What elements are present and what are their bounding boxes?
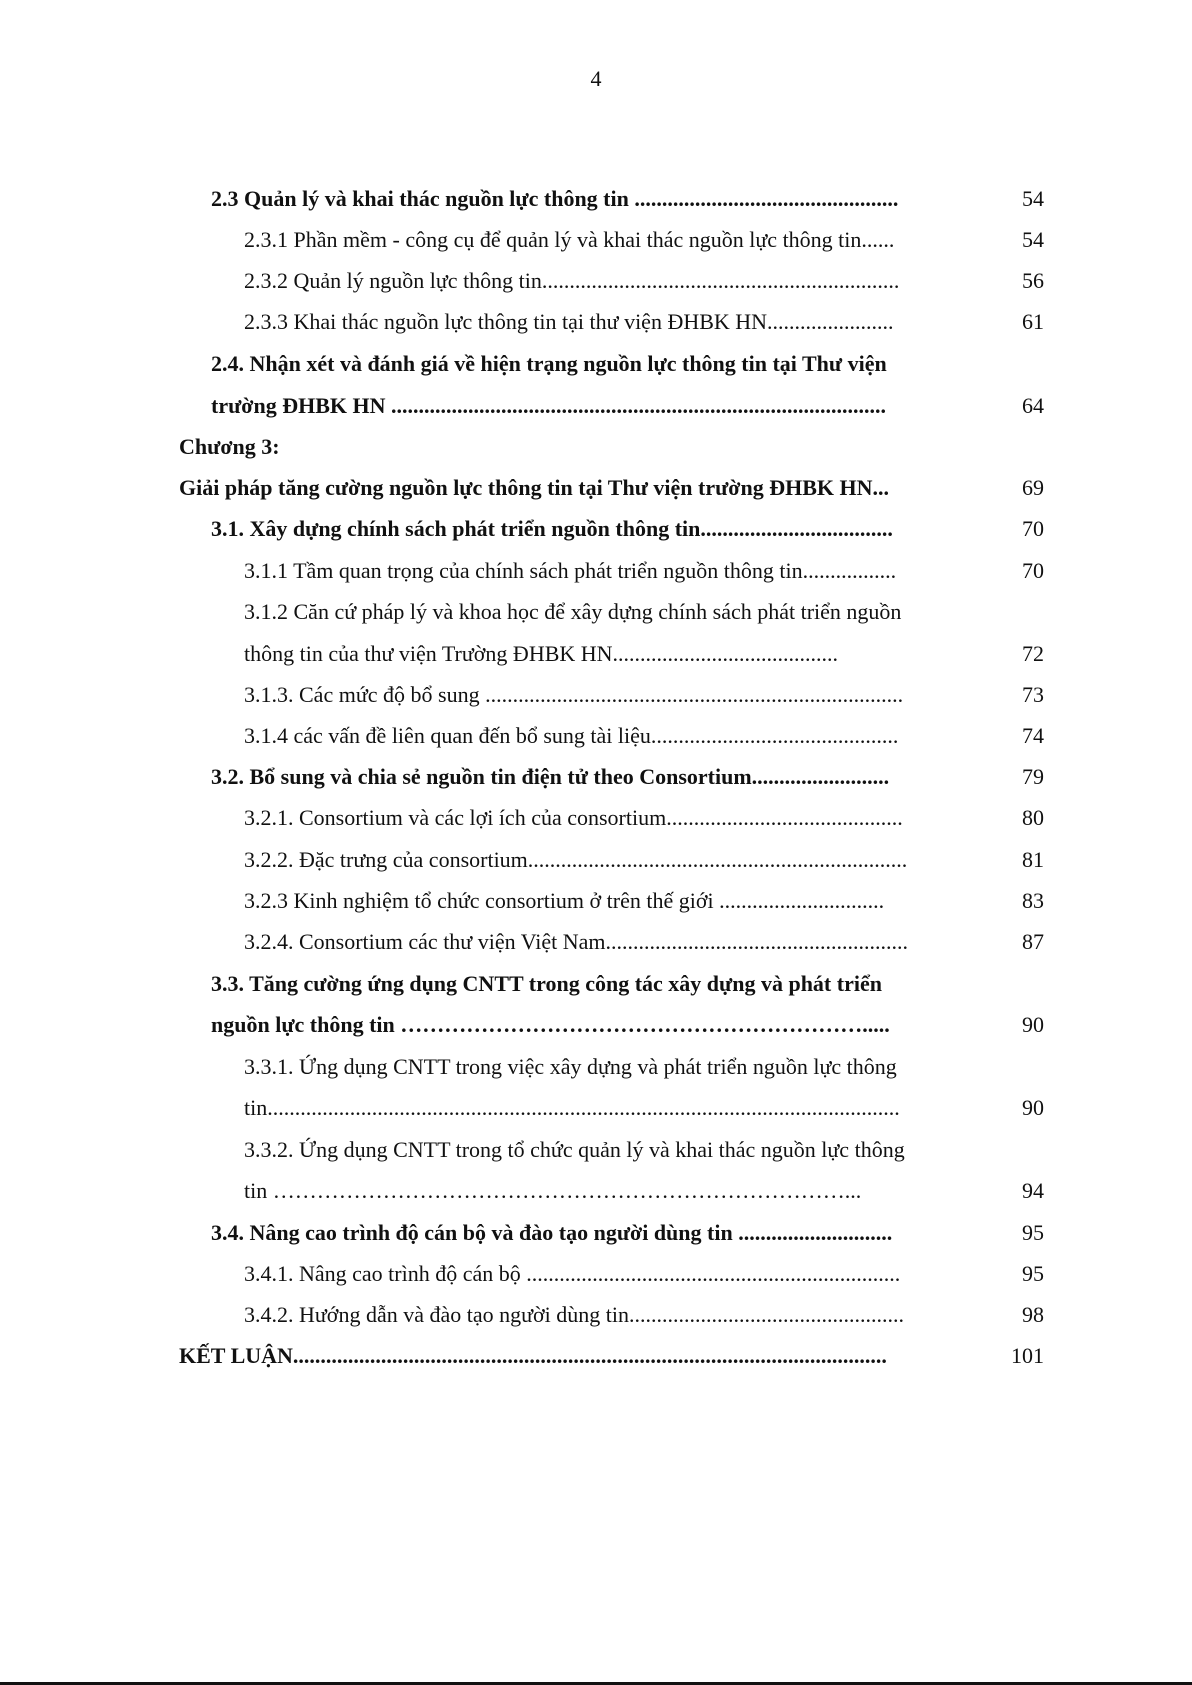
- toc-entry: [244, 1050, 956, 1084]
- toc-entry-page: 98: [1022, 1302, 1044, 1327]
- toc-entry-page: 90: [1022, 1095, 1044, 1120]
- toc-entry: [244, 637, 956, 671]
- toc-entry: [179, 471, 954, 505]
- toc-entry-page: 74: [1022, 723, 1044, 748]
- toc-entry-title: 2.3 Quản lý và khai thác nguồn lực thông tin ................................................: [211, 186, 899, 211]
- toc-entry-title: 3.3. Tăng cường ứng dụng CNTT trong công tác xây dựng và phát triển: [211, 971, 882, 996]
- toc-entry-page: 79: [1022, 764, 1044, 789]
- toc-entry-title: 3.2.4. Consortium các thư viện Việt Nam.......................................................: [244, 929, 909, 954]
- toc-entry-title: Giải pháp tăng cường nguồn lực thông tin tại Thư viện trường ĐHBK HN...: [179, 475, 890, 500]
- toc-entry-title: 3.3.1. Ứng dụng CNTT trong việc xây dựng và phát triển nguồn lực thông: [244, 1054, 897, 1079]
- toc-entry-title: 3.1. Xây dựng chính sách phát triển nguồn thông tin...................................: [211, 516, 893, 541]
- toc-entry-title: 3.1.2 Căn cứ pháp lý và khoa học để xây dựng chính sách phát triển nguồn: [244, 599, 902, 624]
- toc-entry: [211, 760, 955, 794]
- toc-entry: [244, 801, 956, 835]
- toc-entry-title: 3.1.4 các vấn đề liên quan đến bổ sung tài liệu.............................................: [244, 723, 899, 748]
- toc-entry-title: 3.4.2. Hướng dẫn và đào tạo người dùng tin..................................................: [244, 1302, 905, 1327]
- toc-entry: [179, 1339, 954, 1373]
- toc-entry-page: 64: [1022, 393, 1044, 418]
- toc-entry-page: 81: [1022, 847, 1044, 872]
- toc-entry: [244, 884, 956, 918]
- toc-entry: [244, 595, 956, 629]
- toc-entry-title: trường ĐHBK HN ..........................................................................................: [211, 393, 886, 418]
- toc-entry-page: 56: [1022, 268, 1044, 293]
- toc-entry: [211, 967, 955, 1001]
- toc-entry: [244, 305, 956, 339]
- toc-entry: [244, 1174, 956, 1208]
- toc-entry-page: 70: [1022, 516, 1044, 541]
- toc-entry: [244, 719, 956, 753]
- toc-entry-title: 3.1.3. Các mức độ bổ sung ............................................................................: [244, 682, 904, 707]
- toc-entry-title: 3.2.1. Consortium và các lợi ích của consortium...........................................: [244, 805, 903, 830]
- toc-entry-title: 2.3.1 Phần mềm - công cụ để quản lý và khai thác nguồn lực thông tin......: [244, 227, 895, 252]
- toc-entry-page: 69: [1022, 475, 1044, 500]
- toc-entry-title: 2.3.2 Quản lý nguồn lực thông tin.................................................................: [244, 268, 900, 293]
- toc-entry-title: 3.1.1 Tầm quan trọng của chính sách phát triển nguồn thông tin.................: [244, 558, 897, 583]
- toc-entry-title: nguồn lực thông tin ……………………………………………………….....: [211, 1012, 890, 1037]
- toc-entry: [179, 430, 954, 464]
- toc-entry: [244, 1091, 956, 1125]
- toc-entry-page: 73: [1022, 682, 1044, 707]
- toc-entry-title: tin ……………………………………………………………………...: [244, 1178, 862, 1203]
- toc-entry-title: 3.2.2. Đặc trưng của consortium.....................................................................: [244, 847, 908, 872]
- toc-entry-page: 80: [1022, 805, 1044, 830]
- toc-entry: [244, 678, 956, 712]
- toc-entry-title: tin...................................................................................................................: [244, 1095, 900, 1120]
- toc-entry-title: thông tin của thư viện Trường ĐHBK HN.........................................: [244, 641, 839, 666]
- toc-entry-title: 2.3.3 Khai thác nguồn lực thông tin tại thư viện ĐHBK HN.......................: [244, 309, 894, 334]
- toc-entry: [211, 1216, 955, 1250]
- toc-entry-page: 95: [1022, 1220, 1044, 1245]
- toc-entry: [211, 182, 955, 216]
- toc-entry-page: 101: [1011, 1343, 1044, 1368]
- toc-entry: [211, 347, 955, 381]
- toc-entry: [244, 223, 956, 257]
- toc-entry-page: 70: [1022, 558, 1044, 583]
- toc-entry: [244, 554, 956, 588]
- toc-entry-title: KẾT LUẬN............................................................................................................: [179, 1343, 887, 1368]
- toc-entry-title: 3.2. Bổ sung và chia sẻ nguồn tin điện tử theo Consortium.........................: [211, 764, 890, 789]
- toc-entry-page: 94: [1022, 1178, 1044, 1203]
- page-number: 4: [590, 66, 602, 91]
- toc-entry: [211, 1008, 955, 1042]
- toc-entry-page: 54: [1022, 186, 1044, 211]
- toc-entry-page: 61: [1022, 309, 1044, 334]
- toc-entry: [244, 264, 956, 298]
- toc-entry: [244, 1298, 956, 1332]
- toc-entry-page: 83: [1022, 888, 1044, 913]
- toc-entry: [244, 843, 956, 877]
- toc-entry: [211, 512, 955, 546]
- toc-entry-title: 3.4. Nâng cao trình độ cán bộ và đào tạo người dùng tin ............................: [211, 1220, 893, 1245]
- toc-entry-title: Chương 3:: [179, 434, 280, 459]
- toc-entry-title: 2.4. Nhận xét và đánh giá về hiện trạng nguồn lực thông tin tại Thư viện: [211, 351, 887, 376]
- toc-entry-page: 90: [1022, 1012, 1044, 1037]
- toc-entry-title: 3.3.2. Ứng dụng CNTT trong tổ chức quản lý và khai thác nguồn lực thông: [244, 1137, 905, 1162]
- toc-entry: [211, 389, 955, 423]
- toc-entry-page: 72: [1022, 641, 1044, 666]
- toc-entry-title: 3.4.1. Nâng cao trình độ cán bộ ....................................................................: [244, 1261, 901, 1286]
- toc-entry-page: 54: [1022, 227, 1044, 252]
- toc-entry: [244, 1133, 956, 1167]
- toc-entry: [244, 925, 956, 959]
- toc-entry-page: 87: [1022, 929, 1044, 954]
- toc-entry-page: 95: [1022, 1261, 1044, 1286]
- toc-entry-title: 3.2.3 Kinh nghiệm tổ chức consortium ở trên thế giới ..............................: [244, 888, 885, 913]
- toc-entry: [244, 1257, 956, 1291]
